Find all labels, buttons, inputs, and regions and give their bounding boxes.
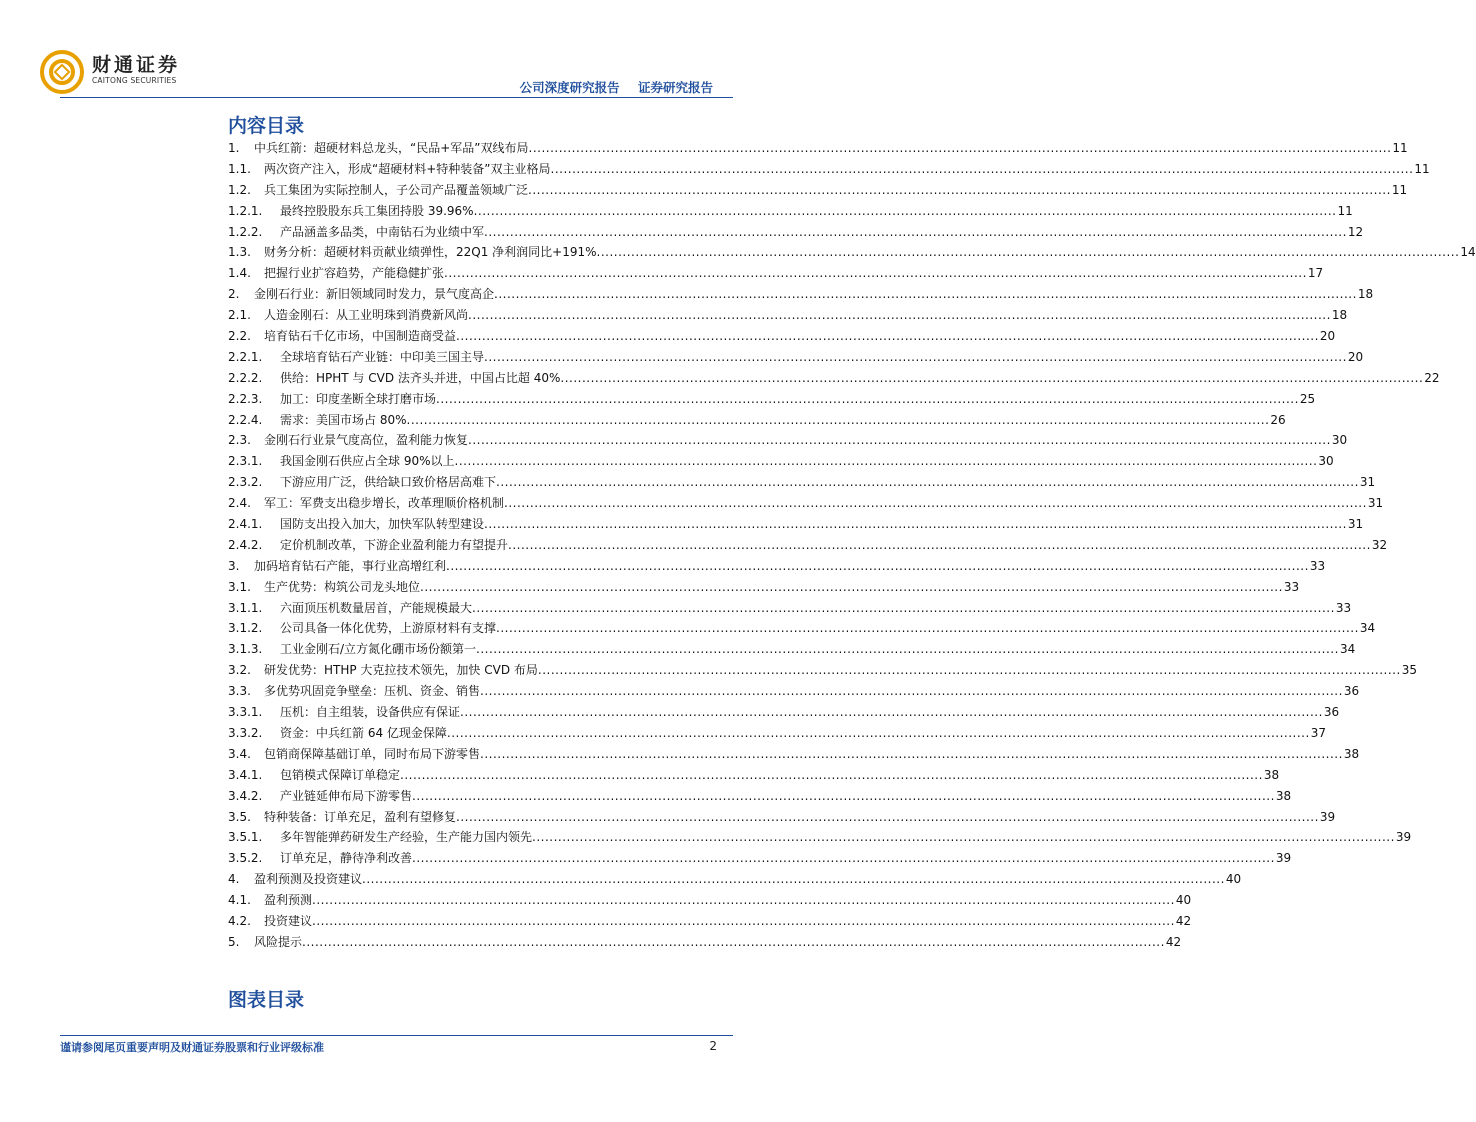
toc-entry-page: 34 (1359, 621, 1376, 636)
toc-leader-dots: ........................................................................................................................................................................................................ (362, 872, 1225, 887)
toc-entry[interactable] (228, 639, 1356, 660)
toc-entry[interactable] (228, 389, 1316, 410)
toc-entry[interactable] (228, 911, 1192, 932)
toc-entry-page: 31 (1347, 517, 1364, 532)
toc-entry[interactable] (228, 326, 1336, 347)
toc-entry-number: 2.2.4. (228, 412, 263, 427)
toc-entry[interactable] (228, 138, 1408, 159)
toc-entry-page: 33 (1283, 579, 1300, 594)
toc-entry-page: 33 (1335, 600, 1352, 615)
toc-entry-page: 36 (1323, 705, 1340, 720)
toc-entry-number: 1.2.1. (228, 203, 263, 218)
toc-entry-title: 培育钻石千亿市场，中国制造商受益 (264, 329, 457, 344)
toc-entry-number: 3.4.2. (228, 788, 263, 803)
toc-entry-page: 40 (1175, 893, 1192, 908)
toc-leader-dots: ........................................................................................................................................................................................................ (484, 517, 1347, 532)
toc-entry[interactable] (228, 263, 1324, 284)
toc-entry-page: 34 (1339, 642, 1356, 657)
toc-entry-page: 14 (1460, 245, 1476, 260)
toc-entry-number: 3.3.2. (228, 725, 263, 740)
toc-entry-number: 3.4.1. (228, 767, 263, 782)
toc-leader-dots: ........................................................................................................................................................................................................ (302, 934, 1165, 949)
toc-leader-dots: ........................................................................................................................................................................................................ (446, 725, 1310, 740)
toc-entry-title: 加码培育钻石产能，事行业高增红利 (254, 558, 447, 573)
toc-entry-title: 军工：军费支出稳步增长，改革理顺价格机制 (264, 496, 505, 511)
toc-entry[interactable] (228, 577, 1300, 598)
toc-entry-title: 风险提示 (254, 934, 303, 949)
toc-entry-title: 下游应用广泛，供给缺口致价格居高难下 (280, 475, 497, 490)
toc-leader-dots: ........................................................................................................................................................................................................ (596, 245, 1460, 260)
toc-leader-dots: ........................................................................................................................................................................................................ (494, 287, 1357, 302)
toc-entry-page: 38 (1343, 746, 1360, 761)
toc-entry-title: 包销模式保障订单稳定 (280, 767, 401, 782)
toc-entry-number: 4. (228, 872, 240, 887)
toc-entry-title: 供给：HPHT 与 CVD 法齐头并进，中国占比超 40% (280, 370, 561, 385)
toc-entry[interactable] (228, 430, 1348, 451)
toc-entry-page: 25 (1299, 391, 1316, 406)
toc-entry[interactable] (228, 618, 1376, 639)
toc-entry-page: 38 (1263, 767, 1280, 782)
toc-leader-dots: ........................................................................................................................................................................................................ (504, 496, 1367, 511)
toc-leader-dots: ........................................................................................................................................................................................................ (528, 141, 1392, 155)
toc-entry[interactable] (228, 222, 1364, 243)
footer-disclaimer[interactable]: 谨请参阅尾页重要声明及财通证券股票和行业评级标准 (60, 1041, 324, 1054)
toc-entry-number: 1. (228, 141, 240, 155)
toc-entry[interactable] (228, 786, 1292, 807)
toc-entry[interactable] (228, 347, 1364, 368)
toc-entry-number: 2.2. (228, 329, 251, 344)
toc-entry-page: 30 (1318, 454, 1334, 469)
toc-entry-title: 研发优势：HTHP 大克拉技术领先，加快 CVD 布局 (264, 663, 538, 678)
toc-entry-number: 4.1. (228, 893, 251, 908)
toc-leader-dots: ........................................................................................................................................................................................................ (406, 412, 1270, 427)
toc-entry[interactable] (228, 180, 1408, 201)
toc-entry-number: 2. (228, 287, 240, 302)
toc-leader-dots: ........................................................................................................................................................................................................ (537, 663, 1401, 678)
toc-leader-dots: ........................................................................................................................................................................................................ (550, 161, 1414, 176)
toc-leader-dots: ........................................................................................................................................................................................................ (420, 579, 1283, 594)
toc-entry-title: 盈利预测 (264, 893, 313, 908)
toc-entry[interactable] (228, 932, 1182, 953)
table-of-contents (228, 138, 1476, 953)
toc-entry[interactable] (228, 681, 1360, 702)
toc-entry-number: 2.2.2. (228, 370, 263, 385)
footer-divider (60, 1035, 733, 1036)
toc-entry[interactable] (228, 284, 1374, 305)
toc-entry-page: 32 (1371, 537, 1388, 552)
toc-title: 内容目录 (228, 115, 305, 137)
report-type-header (506, 78, 713, 96)
brand-name-en: CAITONG SECURITIES (92, 76, 177, 85)
toc-leader-dots: ........................................................................................................................................................................................................ (400, 767, 1263, 782)
toc-entry-number: 2.4. (228, 496, 251, 511)
toc-entry-title: 工业金刚石/立方氮化硼市场份额第一 (280, 642, 477, 657)
toc-entry-title: 把握行业扩容趋势，产能稳健扩张 (264, 266, 445, 281)
toc-entry-number: 2.1. (228, 308, 251, 323)
toc-entry-number: 1.3. (228, 245, 251, 260)
toc-entry-number: 3.1.3. (228, 642, 263, 657)
toc-entry-number: 2.4.2. (228, 537, 263, 552)
toc-leader-dots: ........................................................................................................................................................................................................ (446, 558, 1309, 573)
toc-entry[interactable] (228, 827, 1412, 848)
toc-entry-title: 产业链延伸布局下游零售 (280, 788, 413, 803)
toc-entry-number: 3.3.1. (228, 705, 263, 720)
toc-leader-dots: ........................................................................................................................................................................................................ (412, 788, 1275, 803)
toc-entry-page: 35 (1401, 663, 1418, 678)
toc-entry-title: 包销商保障基础订单，同时布局下游零售 (264, 746, 481, 761)
toc-entry-page: 33 (1309, 558, 1326, 573)
toc-entry-page: 30 (1331, 433, 1348, 448)
toc-leader-dots: ........................................................................................................................................................................................................ (456, 329, 1319, 344)
toc-entry-number: 3.5.1. (228, 830, 263, 845)
toc-entry[interactable] (228, 201, 1353, 222)
toc-leader-dots: ........................................................................................................................................................................................................ (532, 830, 1395, 845)
toc-entry-page: 26 (1270, 412, 1286, 427)
toc-entry-number: 3. (228, 558, 240, 573)
toc-entry-page: 42 (1175, 913, 1192, 928)
toc-entry-number: 3.1.1. (228, 600, 263, 615)
toc-entry[interactable] (228, 410, 1286, 431)
toc-entry-number: 1.4. (228, 266, 251, 281)
toc-entry[interactable] (228, 869, 1242, 890)
toc-entry-title: 我国金刚石供应占全球 90%以上 (280, 454, 455, 469)
toc-entry-title: 压机：自主组装，设备供应有保证 (280, 705, 461, 720)
report-type-left: 公司深度研究报告 (519, 80, 620, 95)
toc-entry-page: 39 (1395, 830, 1412, 845)
toc-leader-dots: ........................................................................................................................................................................................................ (480, 684, 1343, 699)
toc-entry-number: 2.3. (228, 433, 251, 448)
toc-entry-page: 36 (1343, 684, 1360, 699)
toc-entry-number: 3.2. (228, 663, 251, 678)
toc-entry-title: 财务分析：超硬材料贡献业绩弹性，22Q1 净利润同比+191% (264, 245, 597, 260)
toc-leader-dots: ........................................................................................................................................................................................................ (496, 475, 1359, 490)
toc-entry-number: 2.4.1. (228, 517, 263, 532)
toc-entry[interactable] (228, 890, 1192, 911)
toc-entry-title: 人造金刚石：从工业明珠到消费新风尚 (264, 308, 469, 323)
toc-entry-title: 兵工集团为实际控制人，子公司产品覆盖领域广泛 (264, 182, 529, 197)
toc-leader-dots: ........................................................................................................................................................................................................ (444, 266, 1307, 281)
toc-entry-title: 投资建议 (264, 913, 313, 928)
toc-entry-title: 定价机制改革，下游企业盈利能力有望提升 (280, 537, 509, 552)
toc-entry[interactable] (228, 493, 1384, 514)
toc-entry-number: 2.2.3. (228, 391, 263, 406)
toc-entry-title: 金刚石行业：新旧领域同时发力，景气度高企 (254, 287, 495, 302)
toc-leader-dots: ........................................................................................................................................................................................................ (484, 224, 1347, 239)
toc-entry-page: 18 (1357, 287, 1374, 302)
toc-entry[interactable] (228, 660, 1418, 681)
toc-entry[interactable] (228, 368, 1440, 389)
toc-entry[interactable] (228, 472, 1376, 493)
toc-leader-dots: ........................................................................................................................................................................................................ (560, 370, 1424, 385)
toc-entry-title: 资金：中兵红箭 64 亿现金保障 (280, 725, 447, 740)
toc-leader-dots: ........................................................................................................................................................................................................ (468, 308, 1331, 323)
toc-entry-title: 公司具备一体化优势，上游原材料有支撑 (280, 621, 497, 636)
brand-name-cn: 财通证券 (92, 54, 181, 76)
toc-entry-number: 5. (228, 934, 240, 949)
toc-entry[interactable] (228, 848, 1292, 869)
toc-leader-dots: ........................................................................................................................................................................................................ (468, 433, 1331, 448)
toc-leader-dots: ........................................................................................................................................................................................................ (480, 746, 1343, 761)
toc-entry-title: 加工：印度垄断全球打磨市场 (280, 391, 437, 406)
toc-entry[interactable] (228, 598, 1352, 619)
toc-entry[interactable] (228, 765, 1280, 786)
toc-entry-title: 两次资产注入，形成“超硬材料+特种装备”双主业格局 (264, 161, 551, 176)
toc-entry-title: 多年智能弹药研发生产经验，生产能力国内领先 (280, 830, 533, 845)
toc-entry-number: 3.4. (228, 746, 251, 761)
toc-entry[interactable] (228, 514, 1364, 535)
toc-entry-page: 37 (1310, 725, 1327, 740)
toc-leader-dots: ........................................................................................................................................................................................................ (312, 893, 1175, 908)
toc-entry-title: 产品涵盖多品类，中南钻石为业绩中军 (280, 224, 485, 239)
toc-entry[interactable] (228, 159, 1430, 180)
toc-entry-number: 3.1. (228, 579, 251, 594)
toc-entry-title: 需求：美国市场占 80% (280, 412, 407, 427)
toc-entry-number: 2.2.1. (228, 349, 263, 364)
toc-entry-title: 中兵红箭：超硬材料总龙头，“民品+军品”双线布局 (254, 141, 529, 155)
toc-entry-page: 38 (1275, 788, 1292, 803)
toc-entry-page: 40 (1225, 872, 1242, 887)
toc-entry-number: 4.2. (228, 913, 251, 928)
toc-leader-dots: ........................................................................................................................................................................................................ (460, 705, 1323, 720)
toc-entry-page: 31 (1359, 475, 1376, 490)
toc-entry-title: 多优势巩固竞争壁垒：压机、资金、销售 (264, 684, 481, 699)
toc-entry-page: 39 (1319, 809, 1336, 824)
caitong-logo-icon (40, 50, 84, 94)
toc-entry-page: 22 (1424, 370, 1440, 385)
toc-leader-dots: ........................................................................................................................................................................................................ (312, 913, 1175, 928)
toc-entry-title: 金刚石行业景气度高位，盈利能力恢复 (264, 433, 469, 448)
toc-leader-dots: ........................................................................................................................................................................................................ (456, 809, 1319, 824)
toc-entry[interactable] (228, 242, 1476, 263)
toc-entry-title: 六面顶压机数量居首，产能规模最大 (280, 600, 473, 615)
toc-entry-page: 39 (1275, 851, 1292, 866)
toc-leader-dots: ........................................................................................................................................................................................................ (454, 454, 1318, 469)
toc-entry-page: 17 (1307, 266, 1324, 281)
toc-entry-page: 42 (1165, 934, 1182, 949)
toc-entry-title: 国防支出投入加大，加快军队转型建设 (280, 517, 485, 532)
toc-entry-title: 订单充足，静待净利改善 (280, 851, 413, 866)
toc-entry-title: 特种装备：订单充足，盈利有望修复 (264, 809, 457, 824)
toc-entry[interactable] (228, 702, 1340, 723)
toc-entry[interactable] (228, 807, 1336, 828)
toc-leader-dots: ........................................................................................................................................................................................................ (473, 203, 1337, 218)
toc-entry-number: 3.3. (228, 684, 251, 699)
page-number: 2 (709, 1039, 717, 1053)
toc-entry-page: 20 (1347, 349, 1364, 364)
toc-leader-dots: ........................................................................................................................................................................................................ (472, 600, 1335, 615)
toc-entry-page: 12 (1347, 224, 1364, 239)
toc-entry-title: 生产优势：构筑公司龙头地位 (264, 579, 421, 594)
toc-leader-dots: ........................................................................................................................................................................................................ (412, 851, 1275, 866)
toc-entry-page: 11 (1392, 141, 1408, 155)
toc-entry-number: 3.1.2. (228, 621, 263, 636)
toc-entry[interactable] (228, 451, 1334, 472)
toc-entry[interactable] (228, 556, 1326, 577)
toc-entry[interactable] (228, 744, 1360, 765)
toc-entry-page: 20 (1319, 329, 1336, 344)
figures-title: 图表目录 (228, 989, 305, 1011)
toc-entry-number: 1.1. (228, 161, 251, 176)
toc-entry-page: 11 (1391, 182, 1408, 197)
toc-entry[interactable] (228, 305, 1348, 326)
toc-entry[interactable] (228, 535, 1388, 556)
toc-leader-dots: ........................................................................................................................................................................................................ (484, 349, 1347, 364)
report-type-right: 证券研究报告 (637, 80, 713, 95)
toc-leader-dots: ........................................................................................................................................................................................................ (508, 537, 1371, 552)
toc-entry-page: 11 (1337, 203, 1353, 218)
toc-entry-number: 3.5. (228, 809, 251, 824)
toc-entry-number: 1.2.2. (228, 224, 263, 239)
toc-entry[interactable] (228, 723, 1327, 744)
toc-entry-page: 11 (1414, 161, 1430, 176)
header-divider (60, 97, 733, 98)
toc-leader-dots: ........................................................................................................................................................................................................ (476, 642, 1339, 657)
toc-entry-number: 1.2. (228, 182, 251, 197)
toc-entry-number: 2.3.1. (228, 454, 263, 469)
toc-leader-dots: ........................................................................................................................................................................................................ (436, 391, 1299, 406)
toc-entry-page: 18 (1331, 308, 1348, 323)
toc-entry-number: 2.3.2. (228, 475, 263, 490)
toc-leader-dots: ........................................................................................................................................................................................................ (496, 621, 1359, 636)
toc-entry-title: 全球培育钻石产业链：中印美三国主导 (280, 349, 485, 364)
toc-leader-dots: ........................................................................................................................................................................................................ (528, 182, 1391, 197)
toc-entry-title: 盈利预测及投资建议 (254, 872, 363, 887)
toc-entry-title: 最终控股股东兵工集团持股 39.96% (280, 203, 474, 218)
toc-entry-page: 31 (1367, 496, 1384, 511)
toc-entry-number: 3.5.2. (228, 851, 263, 866)
